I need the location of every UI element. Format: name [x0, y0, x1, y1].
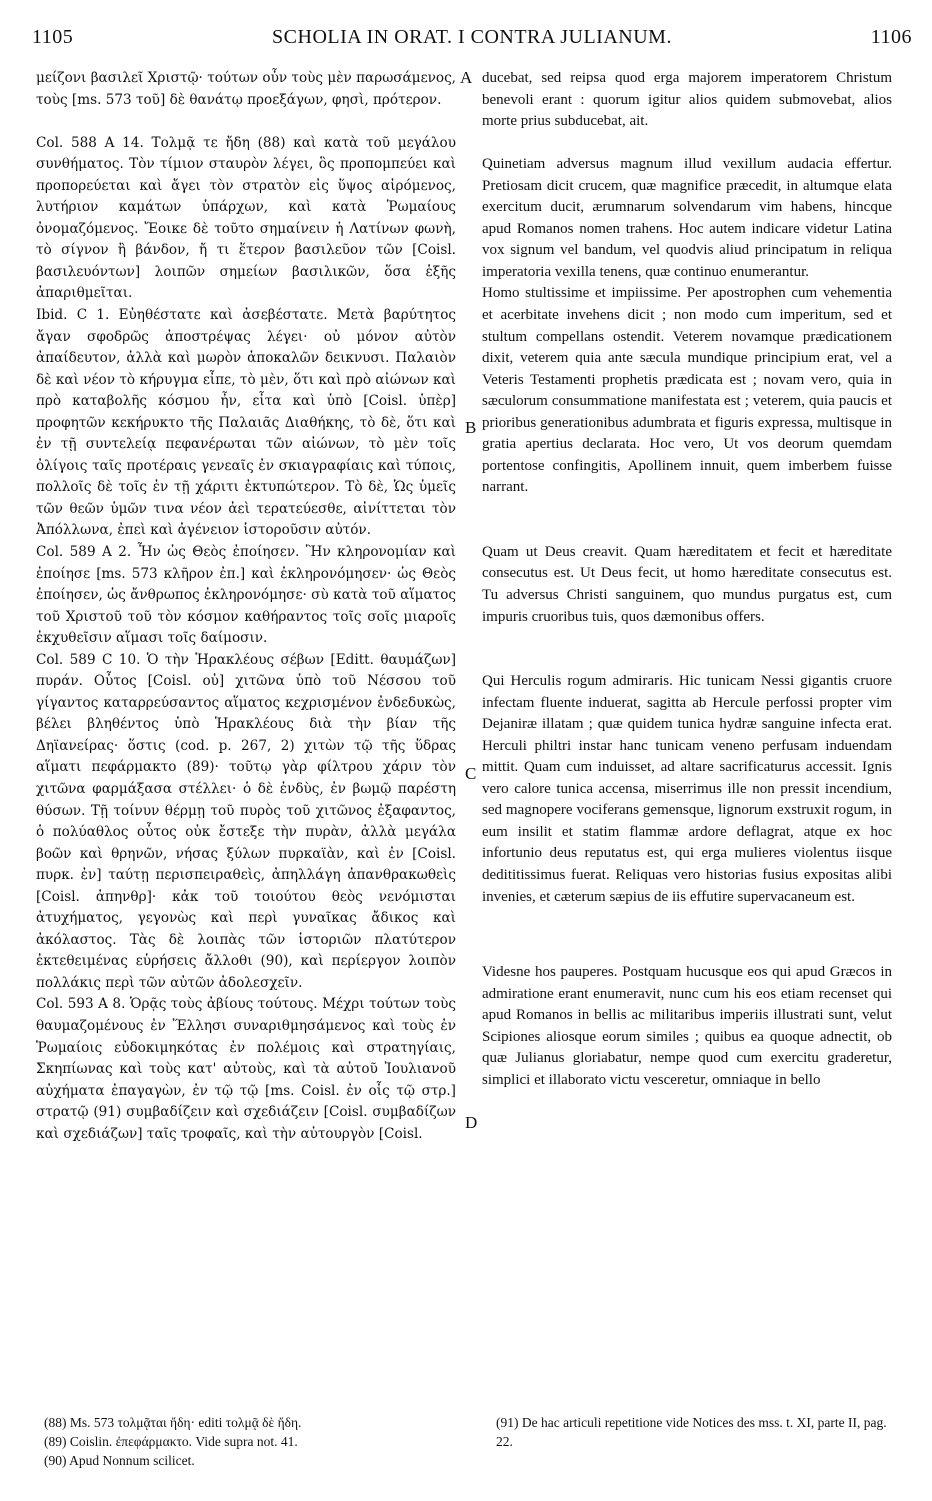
margin-marker-b: B	[465, 418, 477, 437]
page-header	[32, 26, 912, 56]
footnote: (89) Coislin. ἐπεφάρμακτο. Vide supra not. 41.	[44, 1434, 298, 1449]
greek-section: Col. 589 C 10. Ὁ τὴν Ἡρακλέους σέβων [Editt. θαυμάζων] πυράν. Οὗτος [Coisl. οὐ] χιτῶνα ὑπὸ τοῦ Νέσσου τοῦ γίγαντος καταρρεύσαντος αἵματος κεχρισμένον ἐνδεδυκὼς, βέλει βληθέντος ὑπὸ Ἡρακλέους διὰ τὴν βίαν τῆς Δηϊανείρας· ὅστις (cod. p. 267, 2) χιτὼν τῷ τῆς ὕδρας αἵματι πεφάρμακτο (89)· τοῦτῳ γὰρ φίλτρου χάριν τὸν χιτῶνα φαρμάξασα στέλλει· ὁ δὲ ἐνδὺς, ἐν βωμῷ παρέστη θύσων. Τῇ τοίνυν θέρμῃ τοῦ πυρὸς τοῦ χιτῶνος ἐξαφαντος, ὁ πολύαθλος οὗτος οὐκ ἔστεξε τὴν πυρὰν, ἀλλὰ μεγάλα βοῶν καὶ θρηνῶν, νήσας ξύλων πυρκαϊὰν, καὶ ἐν [Coisl. πυρκ. ἐν] ταύτῃ περισπειραθεὶς, ἀπηλλάγη ἀπανθρακωθεὶς [Coisl. ἀπηνθρ]· κἀκ τοῦ τοιούτου θεὸς νενόμισται ἀτυχήματος, γεγονὼς καὶ περὶ γυναῖκας ἄδικος καὶ ἀκόλαστος. Τὰς δὲ λοιπὰς τῶν ἱστοριῶν πλατύτερον ἐκτεθειμένας εὑρήσεις ἄλλοθι (90), καὶ περίεργον λοιπὸν πολλάκις περὶ τῶν αὐτῶν ἀδολεσχεῖν.	[36, 651, 456, 991]
margin-marker-c: C	[465, 764, 477, 783]
greek-section: Col. 588 A 14. Τολμᾷ τε ἤδη (88) καὶ κατὰ τοῦ μεγάλου συνθήματος. Τὸν τίμιον σταυρὸν λέγει, ὃς προπομπεύει καὶ προπορεύεται καὶ ἄγει τὸν στρατὸν εἰς ὕψος αἰρόμενος, λυτήριον καμάτων ὑπάρχων, καὶ κατὰ Ῥωμαίους ὀνομαζόμενος. Ἔοικε δὲ τοῦτο σημαίνειν ἡ Λατίνων φωνὴ, τὸ σίγνον ἢ βάνδον, ἤ τι ἕτερον βασιλεῦον τῶν [Coisl. βασιλευόντων] λοιπῶν σημείων βασιλικῶν, ὅσα ἑξῆς ἀπαριθμεῖται.	[36, 134, 456, 302]
latin-section: Quam ut Deus creavit. Quam hæreditatem et fecit et hæreditate consecutus est. Ut Deus fecit, ut homo hæreditate consecutus est. Tu adversus Christi sanguinem, quo mundus purgatus est, cum impuris cruoribus tuis, quos dæmonibus offers.	[482, 543, 892, 625]
latin-section: Quinetiam adversus magnum illud vexillum audacia effertur. Pretiosam dicit crucem, quæ magnifice præcedit, in altumque elata exercitum ducit, ærumnarum solvendarum vim habens, hincque apud Romanos nomen trahens. Hoc autem indicare videtur Latina vox signum vel bandum, vel quodvis aliud principatum in reliqua imperatoria vexilla tenens, quæ continuo enumerantur.	[482, 156, 892, 280]
page-number-right: 1106	[870, 26, 912, 48]
footnotes-left	[44, 1413, 464, 1470]
running-title: SCHOLIA IN ORAT. I CONTRA JULIANUM.	[272, 26, 672, 48]
latin-section: Homo stultissime et impiissime. Per apostrophen cum vehementia et acerbitate invehens dicit ; non modo cum imperitum, sed et stultum compellans ostendit. Veterem novamque prædicationem dixit, veterem quia ante sæcula mundique principium erat, vel a Veteris Testamenti prophetis prædicata est ; novam vero, quia in sæculorum consummatione manifestata est ; veterem, quia paucis et prioribus generationibus adumbrata et figuris expressa, multisque in gratia apertius declarata. Hoc vero, Ut vos deorum quemdam portentose confingitis, Apollinem innuit, quem imberbem fuisse narrant.	[482, 285, 892, 496]
greek-section: μείζονι βασιλεῖ Χριστῷ· τούτων οὖν τοὺς μὲν παρωσάμενος, τοὺς [ms. 573 τοῦ] δὲ θανάτῳ προεξάγων, φησὶ, πρότερον.	[36, 70, 456, 108]
greek-section: Col. 589 A 2. Ἦν ὡς Θεὸς ἐποίησεν. Ἣν κληρονομίαν καὶ ἐποίησε [ms. 573 κλῆρον ἐπ.] καὶ ἐκληρονόμησεν· ὡς Θεὸς ἐποίησεν, ὡς ἄνθρωπος ἐκληρονόμησε· σὺ κατὰ τοῦ αἵματος τοῦ Χριστοῦ τοῦ τὸν κόσμον καθήραντος τοῖς σοῖς μιαροῖς ἐκχυθεῖσιν αἵμασι τοῖς δαίμοσιν.	[36, 543, 456, 647]
greek-section: Ibid. C 1. Εὐηθέστατε καὶ ἀσεβέστατε. Μετὰ βαρύτητος ἄγαν σφοδρῶς ἀποστρέψας λέγει· οὐ μόνον αὐτὸν ἀπαίδευτον, ἀλλὰ καὶ μωρὸν ἀποκαλῶν δεικνυσι. Παλαιὸν δὲ καὶ νέον τὸ κήρυγμα εἶπε, τὸ μὲν, ὅτι καὶ πρὸ αἰώνων καὶ πρὸ καταβολῆς κόσμου ἦν, εἶτα καὶ ὑπὸ [Coisl. ὑπὲρ] προφητῶν κεκήρυκτο τῆς Παλαιᾶς Διαθήκης, τὸ δὲ, ὅτι καὶ ἐν τῇ συντελείᾳ πεφανέρωται τῶν αἰώνων, τὸ μὲν τοῖς ὀλίγοις ταῖς προτέραις γενεαῖς ἐν σκιαγραφίαις καὶ τύποις, πολλοῖς δὲ τοῖς ἐν τῇ χάριτι ἐκτυπώτερον. Τὸ δὲ, Ὡς ὑμεῖς τῶν θεῶν ὑμῶν τινα νέον ἀεὶ τερατεύεσθε, αἰνίττεται τὸν Ἀπόλλωνα, ἐπεὶ καὶ ἀγένειον ἱστοροῦσιν αὐτόν.	[36, 306, 456, 539]
footnote: (91) De hac articuli repetitione vide Notices des mss. t. XI, parte II, pag. 22.	[496, 1415, 887, 1449]
latin-section: ducebat, sed reipsa quod erga majorem imperatorem Christum benevoli erant : quorum igitur alios quidem submovebat, alios morte prius subducebat, ait.	[482, 70, 892, 130]
page-number-left: 1105	[32, 26, 74, 48]
footnote: (88) Ms. 573 τολμᾷται ἤδη· editi τολμᾷ δὲ ἤδη.	[44, 1415, 302, 1430]
footnote: (90) Apud Nonnum scilicet.	[44, 1453, 195, 1468]
greek-column	[36, 68, 456, 1398]
greek-section: Col. 593 A 8. Ὁρᾷς τοὺς ἀβίους τούτους. Μέχρι τούτων τοὺς θαυμαζομένους ἐν Ἕλλησι συναριθμησάμενος καὶ τοὺς ἐν Ῥωμαίοις εὐδοκιμηκότας ἐν πολέμοις καὶ στρατηγίαις, Σκηπίωνας καὶ τοὺς κατ' αὐτοὺς, καὶ τὰ αὐτοῦ Ἰουλιανοῦ αὐχήματα ἐπαγαγὼν, ἐν τῷ τῷ [ms. Coisl. ἐν οἷς τῷ στρ.] στρατῷ (91) συμβαδίζειν καὶ σχεδιάζειν [Coisl. συμβαδίζων καὶ σχεδιάζων] ταῖς τροφαῖς, καὶ τὴν αὐτουργὸν [Coisl.	[36, 996, 456, 1142]
footnotes-right	[496, 1413, 896, 1451]
latin-column	[482, 68, 892, 1398]
margin-marker-d: D	[465, 1113, 478, 1132]
latin-section: Videsne hos pauperes. Postquam hucusque eos qui apud Græcos in admiratione erant enumeravit, nunc cum his eos etiam recenset qui apud Romanos in bellis ac militaribus imperiis illustrati sunt, velut Scipiones aliosque eorum similes ; quibus ea quoque adnectit, ob quæ Julianus gloriabatur, nempe quod cum exercitu graderetur, simplici et illaborato victu vesceretur, omniaque in bello	[482, 964, 892, 1088]
latin-section: Qui Herculis rogum admiraris. Hic tunicam Nessi gigantis cruore infectam fluente induerat, sagitta ab Hercule perfossi propter vim Dejaniræ illatam ; quæ quidem tunica hydræ sanguine infecta erat. Herculi philtri instar hanc tunicam veneno perfusam induendam mittit. Quam cum induisset, ad altare sacrificaturus accessit. Ignis vero calore tunica accensa, miserrimus ille non pressit incendium, sed magnopere vociferans gemensque, lignorum exstruxit rogum, in eum insilit et statim flammæ ardore deflagrat, atque ex hoc infortunio deus reputatus est, qui erga mulieres violentus iisque dedititissimus fuerat. Reliquas vero historias fusius expositas alibi invenies, et cæterum sæpius de iis effutire supervacaneum est.	[482, 673, 892, 905]
margin-marker-a: A	[460, 68, 473, 87]
